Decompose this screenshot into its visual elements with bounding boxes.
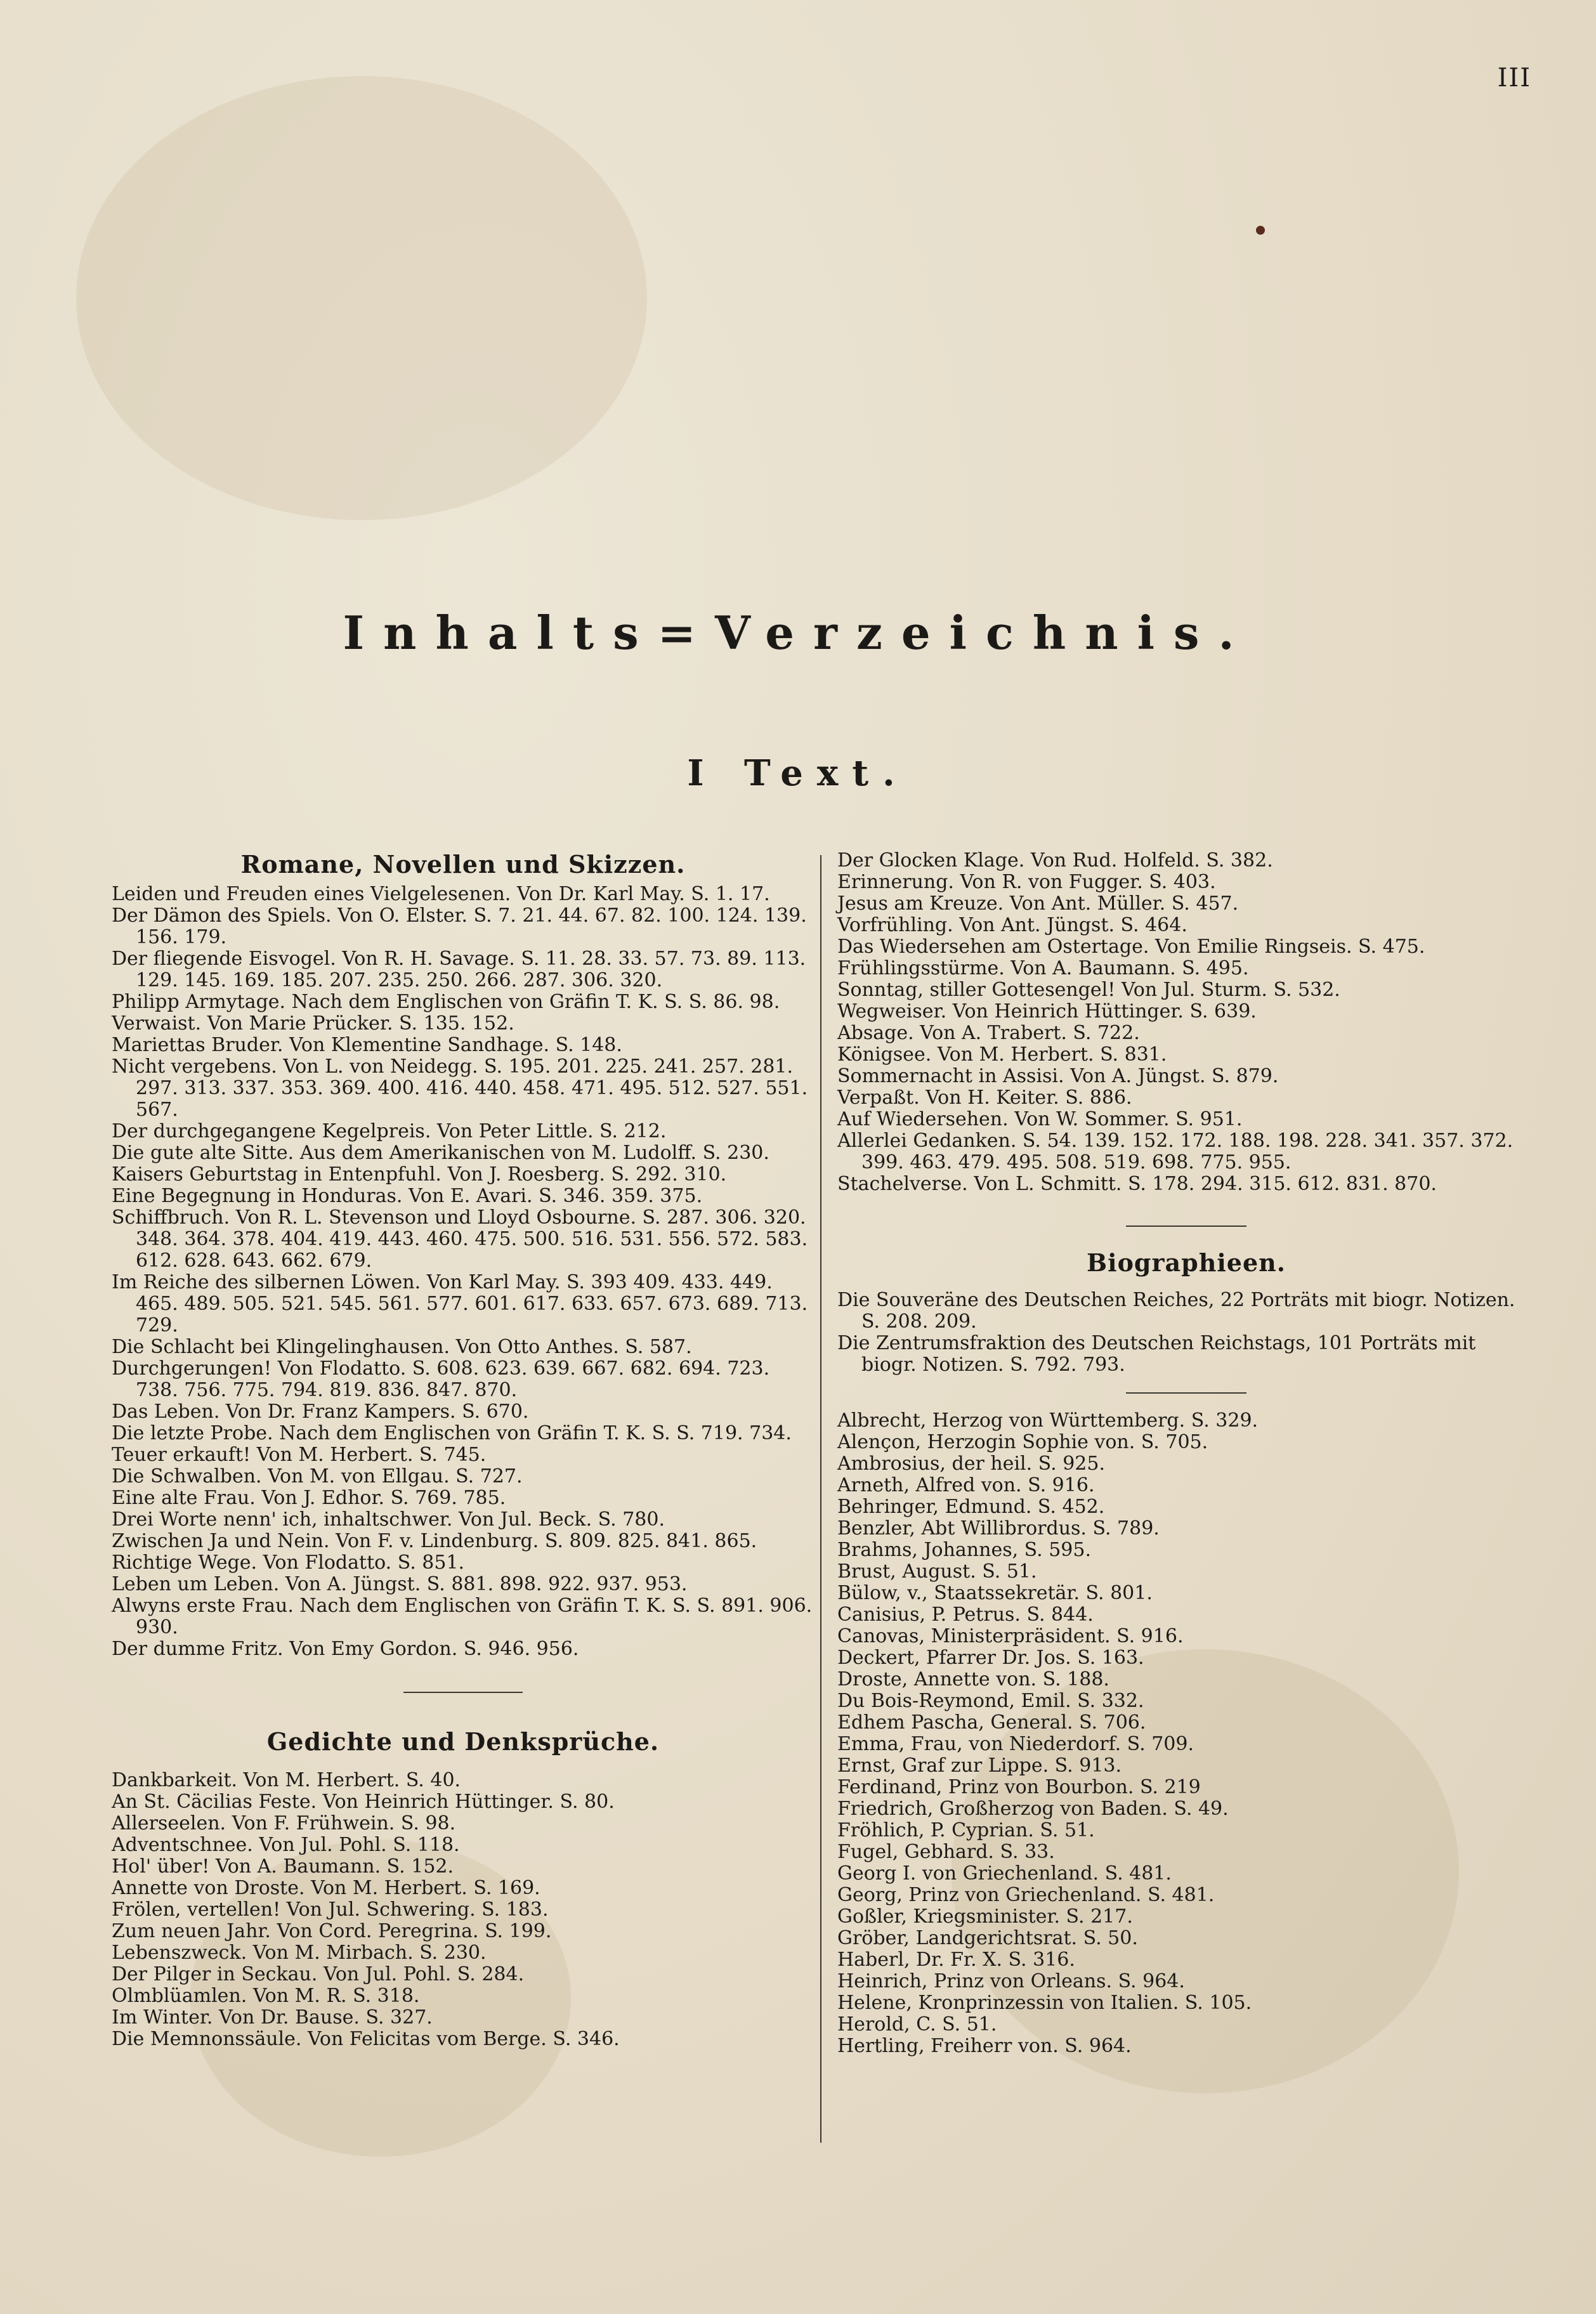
toc-entry: Hol' über! Von A. Baumann. S. 152. xyxy=(112,1855,454,1878)
toc-entry: Der Dämon des Spiels. Von O. Elster. S. 7. 21. 44. 67. 82. 100. 124. 139. 156. 179. xyxy=(112,905,807,948)
toc-entry: Bülow, v., Staatssekretär. S. 801. xyxy=(837,1582,1153,1604)
section-divider xyxy=(403,1692,523,1693)
toc-entry: Albrecht, Herzog von Württemberg. S. 329. xyxy=(837,1409,1259,1432)
toc-entry: Eine Begegnung in Honduras. Von E. Avari. S. 346. 359. 375. xyxy=(112,1185,703,1207)
section-heading-gedichte: Gedichte und Denksprüche. xyxy=(266,1727,660,1756)
toc-entry: Die gute alte Sitte. Aus dem Amerikanischen von M. Ludolff. S. 230. xyxy=(112,1142,769,1164)
toc-entry: Heinrich, Prinz von Orleans. S. 964. xyxy=(837,1970,1185,1992)
left-column xyxy=(112,850,814,2050)
toc-entry: Benzler, Abt Willibrordus. S. 789. xyxy=(837,1517,1160,1539)
toc-entry: Frölen, vertellen! Von Jul. Schwering. S. 183. xyxy=(112,1899,549,1921)
toc-entry: Die Memnonssäule. Von Felicitas vom Berge. S. 346. xyxy=(112,2028,620,2050)
toc-entry: Die Zentrumsfraktion des Deutschen Reichstags, 101 Porträts mit biogr. Notizen. S. 792. 793. xyxy=(837,1332,1476,1376)
toc-entry: Friedrich, Großherzog von Baden. S. 49. xyxy=(837,1798,1229,1820)
toc-entry: Ambrosius, der heil. S. 925. xyxy=(837,1453,1106,1475)
toc-entry: Annette von Droste. Von M. Herbert. S. 169. xyxy=(112,1877,540,1899)
toc-entry: Stachelverse. Von L. Schmitt. S. 178. 294. 315. 612. 831. 870. xyxy=(837,1173,1437,1195)
toc-entry: Zum neuen Jahr. Von Cord. Peregrina. S. 199. xyxy=(112,1920,552,1942)
toc-entry: An St. Cäcilias Feste. Von Heinrich Hüttinger. S. 80. xyxy=(112,1791,615,1813)
toc-entry: Verpaßt. Von H. Keiter. S. 886. xyxy=(837,1087,1132,1109)
toc-entry: Im Reiche des silbernen Löwen. Von Karl May. S. 393 409. 433. 449. 465. 489. 505. 521. 545. 561. 577. 601. 617. 633. 657. 673. 689. 713. 729. xyxy=(112,1271,808,1337)
toc-entry: Die Souveräne des Deutschen Reiches, 22 Porträts mit biogr. Notizen. S. 208. 209. xyxy=(837,1289,1515,1333)
toc-entry: Canisius, P. Petrus. S. 844. xyxy=(837,1604,1094,1626)
page-title: Inhalts=Verzeichnis. xyxy=(343,606,1253,660)
toc-entry: Alwyns erste Frau. Nach dem Englischen von Gräfin T. K. S. S. 891. 906. 930. xyxy=(112,1595,813,1638)
toc-entry: Frühlingsstürme. Von A. Baumann. S. 495. xyxy=(837,957,1249,979)
toc-entry: Du Bois-Reymond, Emil. S. 332. xyxy=(837,1690,1144,1712)
toc-entry: Drei Worte nenn' ich, inhaltschwer. Von Jul. Beck. S. 780. xyxy=(112,1508,665,1531)
toc-entry: Zwischen Ja und Nein. Von F. v. Lindenburg. S. 809. 825. 841. 865. xyxy=(112,1530,757,1552)
toc-entry: Verwaist. Von Marie Prücker. S. 135. 152. xyxy=(112,1012,514,1035)
entries-gedichte xyxy=(112,1770,814,2050)
toc-entry: Richtige Wege. Von Flodatto. S. 851. xyxy=(112,1552,465,1574)
toc-entry: Emma, Frau, von Niederdorf. S. 709. xyxy=(837,1733,1194,1755)
toc-entry: Brust, August. S. 51. xyxy=(837,1560,1037,1583)
toc-entry: Erinnerung. Von R. von Fugger. S. 403. xyxy=(837,871,1216,893)
toc-entry: Sommernacht in Assisi. Von A. Jüngst. S. 879. xyxy=(837,1065,1279,1087)
part-heading: I Text. xyxy=(687,752,909,794)
toc-entry: Helene, Kronprinzessin von Italien. S. 105. xyxy=(837,1992,1252,2014)
toc-entry: Sonntag, stiller Gottesengel! Von Jul. Sturm. S. 532. xyxy=(837,979,1340,1001)
toc-entry: Behringer, Edmund. S. 452. xyxy=(837,1496,1105,1518)
toc-entry: Dankbarkeit. Von M. Herbert. S. 40. xyxy=(112,1769,461,1791)
toc-entry: Kaisers Geburtstag in Entenpfuhl. Von J. Roesberg. S. 292. 310. xyxy=(112,1163,727,1186)
toc-entry: Die Schlacht bei Klingelinghausen. Von Otto Anthes. S. 587. xyxy=(112,1336,692,1358)
toc-entry: Königsee. Von M. Herbert. S. 831. xyxy=(837,1043,1167,1066)
toc-entry: Allerseelen. Von F. Frühwein. S. 98. xyxy=(112,1812,456,1834)
toc-entry: Der dumme Fritz. Von Emy Gordon. S. 946. 956. xyxy=(112,1638,579,1660)
toc-entry: Der durchgegangene Kegelpreis. Von Peter Little. S. 212. xyxy=(112,1120,667,1142)
toc-entry: Allerlei Gedanken. S. 54. 139. 152. 172. 188. 198. 228. 341. 357. 372. 399. 463. 479. 495. 508. 519. 698. 775. 955. xyxy=(837,1130,1514,1173)
toc-entry: Georg I. von Griechenland. S. 481. xyxy=(837,1862,1172,1885)
toc-entry: Leiden und Freuden eines Vielgelesenen. Von Dr. Karl May. S. 1. 17. xyxy=(112,883,770,905)
ink-spot xyxy=(1256,226,1265,235)
toc-entry: Das Wiedersehen am Ostertage. Von Emilie Ringseis. S. 475. xyxy=(837,936,1425,958)
toc-entry: Die letzte Probe. Nach dem Englischen von Gräfin T. K. S. S. 719. 734. xyxy=(112,1422,792,1444)
toc-entry: Olmblüamlen. Von M. R. S. 318. xyxy=(112,1985,420,2007)
toc-entry: Georg, Prinz von Griechenland. S. 481. xyxy=(837,1884,1215,1906)
toc-entry: Die Schwalben. Von M. von Ellgau. S. 727. xyxy=(112,1465,523,1487)
toc-entry: Philipp Armytage. Nach dem Englischen von Gräfin T. K. S. S. 86. 98. xyxy=(112,991,780,1013)
toc-entry: Hertling, Freiherr von. S. 964. xyxy=(837,2035,1132,2057)
entries-romane xyxy=(112,884,814,1660)
page-number: III xyxy=(1497,63,1531,93)
toc-entry: Ernst, Graf zur Lippe. S. 913. xyxy=(837,1755,1122,1777)
section-divider xyxy=(1126,1392,1246,1394)
toc-entry: Der Pilger in Seckau. Von Jul. Pohl. S. 284. xyxy=(112,1963,525,1985)
toc-entry: Schiffbruch. Von R. L. Stevenson und Lloyd Osbourne. S. 287. 306. 320. 348. 364. 378. 404. 419. 443. 460. 475. 500. 516. 531. 556. 572. 583. 612. 628. 643. 662. 679. xyxy=(112,1206,808,1272)
entries-gedichte-continued xyxy=(837,850,1535,1195)
toc-entry: Droste, Annette von. S. 188. xyxy=(837,1668,1109,1690)
toc-entry: Goßler, Kriegsminister. S. 217. xyxy=(837,1905,1133,1928)
toc-entry: Alençon, Herzogin Sophie von. S. 705. xyxy=(837,1431,1208,1453)
toc-entry: Auf Wiedersehen. Von W. Sommer. S. 951. xyxy=(837,1108,1243,1130)
toc-entry: Gröber, Landgerichtsrat. S. 50. xyxy=(837,1927,1138,1949)
toc-entry: Im Winter. Von Dr. Bause. S. 327. xyxy=(112,2006,433,2029)
toc-entry: Das Leben. Von Dr. Franz Kampers. S. 670. xyxy=(112,1401,529,1423)
toc-entry: Jesus am Kreuze. Von Ant. Müller. S. 457. xyxy=(837,892,1239,915)
toc-entry: Fröhlich, P. Cyprian. S. 51. xyxy=(837,1819,1095,1841)
toc-entry: Lebenszweck. Von M. Mirbach. S. 230. xyxy=(112,1942,487,1964)
toc-entry: Wegweiser. Von Heinrich Hüttinger. S. 639. xyxy=(837,1000,1257,1023)
toc-entry: Fugel, Gebhard. S. 33. xyxy=(837,1841,1055,1863)
toc-entry: Deckert, Pfarrer Dr. Jos. S. 163. xyxy=(837,1647,1144,1669)
toc-entry: Eine alte Frau. Von J. Edhor. S. 769. 785. xyxy=(112,1487,506,1509)
toc-entry: Haberl, Dr. Fr. X. S. 316. xyxy=(837,1949,1075,1971)
toc-entry: Teuer erkauft! Von M. Herbert. S. 745. xyxy=(112,1444,487,1466)
toc-entry: Canovas, Ministerpräsident. S. 916. xyxy=(837,1625,1184,1647)
section-heading-biographieen: Biographieen. xyxy=(1087,1248,1286,1277)
toc-entry: Ferdinand, Prinz von Bourbon. S. 219 xyxy=(837,1776,1201,1798)
right-column xyxy=(837,850,1535,2057)
toc-entry: Nicht vergebens. Von L. von Neidegg. S. 195. 201. 225. 241. 257. 281. 297. 313. 337. 353. 369. 400. 416. 440. 458. 471. 495. 512. 527. 551. 567. xyxy=(112,1056,808,1121)
toc-entry: Edhem Pascha, General. S. 706. xyxy=(837,1711,1146,1734)
entries-biographieen-intro xyxy=(837,1290,1535,1376)
toc-entry: Der fliegende Eisvogel. Von R. H. Savage. S. 11. 28. 33. 57. 73. 89. 113. 129. 145. 169. 185. 207. 235. 250. 266. 287. 306. 320. xyxy=(112,948,806,991)
entries-biographieen xyxy=(837,1410,1535,2057)
section-divider xyxy=(1126,1226,1246,1227)
toc-entry: Vorfrühling. Von Ant. Jüngst. S. 464. xyxy=(837,914,1187,936)
toc-entry: Adventschnee. Von Jul. Pohl. S. 118. xyxy=(112,1834,460,1856)
toc-entry: Herold, C. S. 51. xyxy=(837,2013,997,2036)
paper-stain xyxy=(76,76,647,520)
toc-entry: Mariettas Bruder. Von Klementine Sandhage. S. 148. xyxy=(112,1034,622,1056)
toc-entry: Brahms, Johannes, S. 595. xyxy=(837,1539,1092,1561)
toc-entry: Durchgerungen! Von Flodatto. S. 608. 623. 639. 667. 682. 694. 723. 738. 756. 775. 794. 819. 836. 847. 870. xyxy=(112,1357,770,1401)
toc-entry: Arneth, Alfred von. S. 916. xyxy=(837,1474,1095,1496)
toc-entry: Absage. Von A. Trabert. S. 722. xyxy=(837,1022,1140,1044)
section-heading-romane: Romane, Novellen und Skizzen. xyxy=(240,850,686,879)
toc-entry: Leben um Leben. Von A. Jüngst. S. 881. 898. 922. 937. 953. xyxy=(112,1573,688,1595)
column-divider xyxy=(820,855,821,2143)
toc-entry: Der Glocken Klage. Von Rud. Holfeld. S. 382. xyxy=(837,849,1273,872)
